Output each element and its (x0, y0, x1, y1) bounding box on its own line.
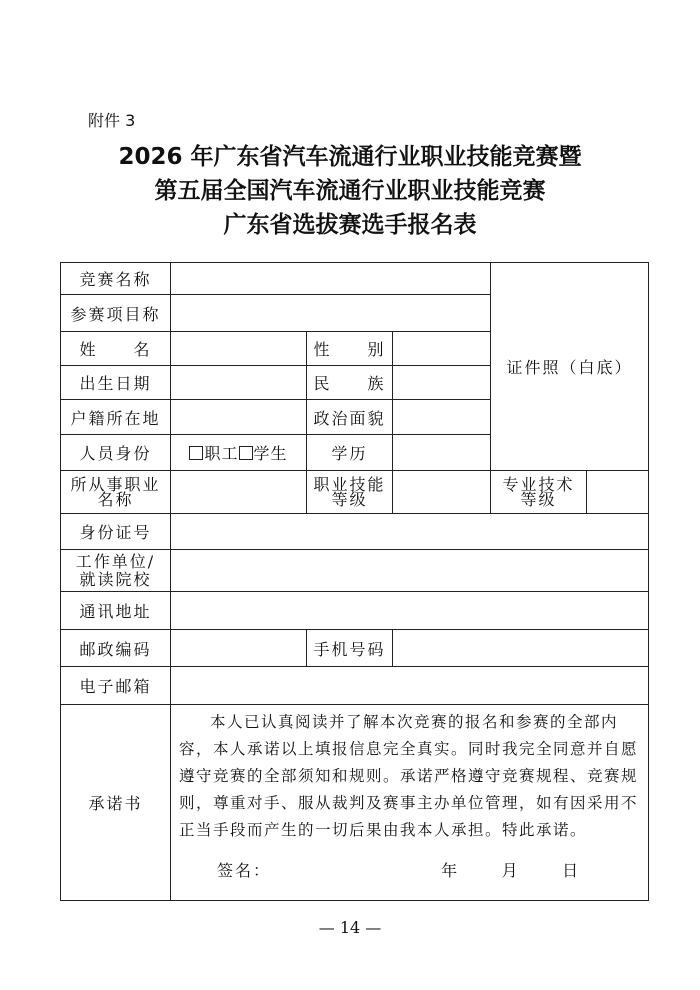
phone-label: 手机号码 (307, 630, 393, 667)
birth-date-field[interactable] (171, 366, 307, 400)
tech-level-label (491, 471, 587, 514)
id-number-label: 身份证号 (61, 514, 171, 550)
registration-form (60, 262, 649, 901)
worker-checkbox[interactable] (189, 446, 203, 460)
student-checkbox[interactable] (239, 446, 253, 460)
competition-name-label: 竞赛名称 (61, 263, 171, 295)
identity-label: 人员身份 (61, 435, 171, 471)
work-unit-label (61, 550, 171, 592)
event-name-label: 参赛项目称 (61, 295, 171, 332)
photo-box[interactable] (491, 263, 649, 471)
work-unit-label-line1: 工作单位/ (75, 551, 156, 571)
title-line-2: 第五届全国汽车流通行业职业技能竞赛 (154, 178, 546, 204)
title-line-3: 广东省选拔赛选手报名表 (223, 212, 477, 238)
promise-text: 本人已认真阅读并了解本次竞赛的报名和参赛的全部内容，本人承诺以上填报信息完全真实。同时我完全同意并自愿遵守竞赛的全部须知和规则。承诺严格遵守竞赛规程、竞赛规则，尊重对手、服从裁判及赛事主办单位管理，如有因采用不正当手段而产生的一切后果由我本人承担。特此承诺。 (179, 713, 639, 839)
promise-label: 承诺书 (61, 705, 171, 901)
day-label: 日 (562, 861, 581, 880)
promise-content (171, 705, 649, 901)
year-label: 年 (441, 861, 460, 880)
education-field[interactable] (393, 435, 491, 471)
name-label: 姓 名 (61, 332, 171, 366)
tech-level-label-line2: 等级 (520, 490, 557, 509)
competition-name-field[interactable] (171, 263, 491, 295)
page-number: — 14 — (318, 918, 382, 937)
address-field[interactable] (171, 592, 649, 630)
email-field[interactable] (171, 667, 649, 705)
ethnicity-label: 民 族 (307, 366, 393, 400)
email-label: 电子邮箱 (61, 667, 171, 705)
skill-level-label-line1: 职业技能 (313, 475, 386, 494)
event-name-field[interactable] (171, 295, 491, 332)
occupation-label-line1: 所从事职业 (70, 475, 161, 494)
student-option-label: 学生 (253, 444, 288, 463)
attachment-label: 附件 3 (88, 111, 136, 130)
title-line-1: 2026 年广东省汽车流通行业职业技能竞赛暨 (118, 144, 582, 170)
ethnicity-field[interactable] (393, 366, 491, 400)
postcode-label: 邮政编码 (61, 630, 171, 667)
skill-level-label-line2: 等级 (331, 490, 368, 509)
name-field[interactable] (171, 332, 307, 366)
address-label: 通讯地址 (61, 592, 171, 630)
tech-level-label-line1: 专业技术 (502, 475, 575, 494)
postcode-field[interactable] (171, 630, 307, 667)
tech-level-field[interactable] (587, 471, 649, 514)
worker-option-label: 职工 (204, 444, 239, 463)
id-number-field[interactable] (171, 514, 649, 550)
sign-label: 签名： (217, 861, 272, 880)
political-label: 政治面貌 (307, 400, 393, 435)
occupation-label (61, 471, 171, 514)
phone-field[interactable] (393, 630, 649, 667)
work-unit-field[interactable] (171, 550, 649, 592)
household-label: 户籍所在地 (61, 400, 171, 435)
skill-level-label (307, 471, 393, 514)
occupation-field[interactable] (171, 471, 307, 514)
signature-line (171, 844, 648, 887)
skill-level-field[interactable] (393, 471, 491, 514)
birth-date-label: 出生日期 (61, 366, 171, 400)
education-label: 学历 (307, 435, 393, 471)
gender-field[interactable] (393, 332, 491, 366)
household-field[interactable] (171, 400, 307, 435)
gender-label: 性 别 (307, 332, 393, 366)
work-unit-label-line2: 就读院校 (79, 569, 152, 589)
month-label: 月 (501, 861, 520, 880)
occupation-label-line2: 名称 (97, 490, 134, 509)
identity-options (171, 435, 307, 471)
photo-label: 证件照（白底） (506, 358, 633, 377)
political-field[interactable] (393, 400, 491, 435)
